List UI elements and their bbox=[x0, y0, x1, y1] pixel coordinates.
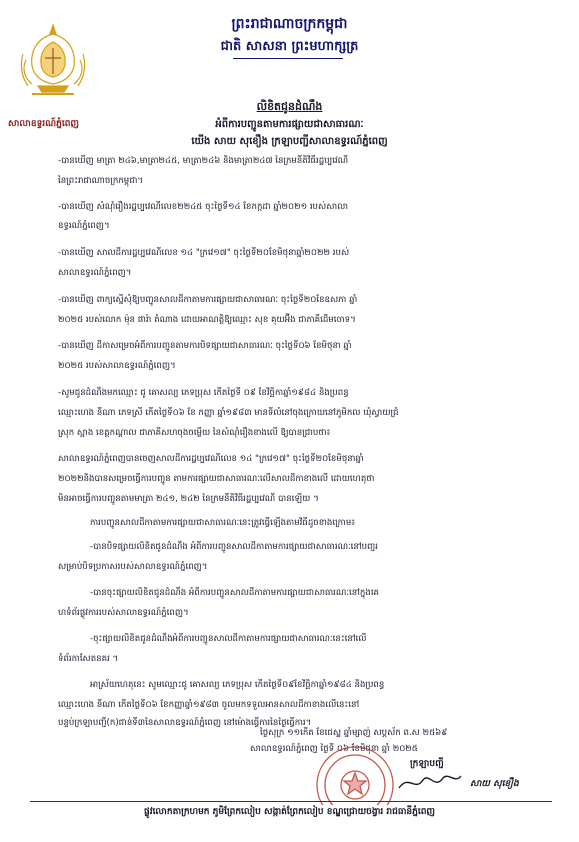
court-name: សាលាឧទ្ធរណ៍ភ្នំពេញ bbox=[8, 119, 79, 129]
body-line: ២០២២និងបានសម្រេចធ្វើការបញ្ជូន តាមការផ្សាយជាសាធារណៈលើសាលដីកាខាងលើ ដោយហេតុថា bbox=[58, 474, 375, 484]
kingdom-title: ព្រះរាជាណាចក្រកម្ពុជា bbox=[231, 16, 348, 32]
body-line: -ចុះផ្សាយលិខិតជូនដំណឹងអំពីការបញ្ជូនសាលដីកាតាមការផ្សាយជាសាធារណៈនេះនៅលើ bbox=[90, 634, 367, 644]
body-line: -បានឃើញ ពាក្យស្នើសុំឱ្យបញ្ជូនសាលដីកាតាមការផ្សាយជាសាធារណៈ ចុះថ្ងៃទី២០ខែឧសភា ឆ្នាំ bbox=[58, 295, 358, 305]
header-divider bbox=[233, 58, 343, 59]
body-line: -បានចុះផ្សាយលិខិតជូនដំណឹង អំពីការបញ្ជូនសាលដីកាតាមការផ្សាយជាសាធារណៈនៅក្នុងគេ bbox=[90, 588, 380, 598]
body-line: សម្រាប់បិទប្រកាសរបស់សាលាឧទ្ធរណ៍ភ្នំពេញ។ bbox=[58, 562, 208, 572]
body-line: ទំព័រកាសែតនគរ ។ bbox=[58, 654, 119, 664]
body-line: ការបញ្ជូនសាលដីកាតាមការផ្សាយជាសាធារណៈនេះត្រូវធ្វើឡើងតាមវិធីដូចខាងក្រោម៖ bbox=[90, 518, 356, 528]
footer-address: ផ្លូវលោកតាក្រហមក ភូមិព្រែកលៀប សង្កាត់ព្រែកលៀប ខណ្ឌជ្រោយចង្វារ រាជធានីភ្នំពេញ bbox=[144, 807, 435, 817]
date-line: សាលាឧទ្ធរណ៍ភ្នំពេញ ថ្ងៃទី ០៦ ខែមិថុនា ឆ្នាំ ២០២៥ bbox=[250, 744, 418, 754]
footer-divider bbox=[30, 801, 552, 802]
body-line: ស្រុក ស្អាង ខេត្តកណ្តាល ជាភាគីសហចុងចម្លើយ នៃសំណុំរឿងខាងលើ ឱ្យបានជ្រាបថា៖ bbox=[58, 428, 331, 438]
body-line: -បានឃើញ ដីកាសម្រេចអំពីការបញ្ជូនតាមការបិទផ្សាយជាសាធារណៈ ចុះថ្ងៃទី០៦ ខែមិថុនា ឆ្នាំ bbox=[58, 341, 352, 351]
clerk-line: យើង សាយ សុខឿង ក្រឡាបញ្ជីសាលាឧទ្ធរណ៍ភ្នំពេញ bbox=[191, 136, 388, 147]
body-line: ហទំព័រផ្លូវការរបស់សាលាឧទ្ធរណ៍ភ្នំពេញ។ bbox=[58, 608, 189, 618]
national-motto: ជាតិ សាសនា ព្រះមហាក្សត្រ bbox=[220, 39, 359, 54]
official-seal-icon bbox=[300, 745, 410, 805]
document-type: លិខិតជូនដំណឹង bbox=[256, 100, 323, 113]
body-line: -បានឃើញ សំណុំរឿងរដ្ឋប្បវេណីលេខ២២៤៥ ចុះថ្ងៃទី១៤ ខែកក្កដា ឆ្នាំ២០២១ របស់សាលា bbox=[58, 202, 349, 212]
body-line: ឈ្មោះហេង នីណា ភេទស្រី កើតថ្ងៃទី០៦ ខែ កញ្ញា ឆ្នាំ១៩៨៣ មានទីលំនៅចុងក្រោយនៅភូមិកល ឃុំស្វាយជ្រំ bbox=[58, 408, 399, 418]
body-line: -សូមជូនដំណឹងមកឈ្មោះ ជូ គោសល្យ ភេទប្រុស កើតថ្ងៃទី ០៩ ខែវិច្ឆិកាឆ្នាំ១៩៨៤ និងប្រពន្ធ bbox=[58, 388, 349, 398]
signature-icon bbox=[395, 770, 465, 794]
signature-role: ក្រឡាបញ្ជី bbox=[410, 759, 444, 769]
body-line: សាលាឧទ្ធរណ៍ភ្នំពេញបានចេញសាលដីការដ្ឋប្បវេណីលេខ ១៤ "ក្រវេ១៧" ចុះថ្ងៃទី២០ខែមិថុនាឆ្នាំ bbox=[58, 454, 364, 464]
body-line: នៃព្រះរាជាណាចក្រកម្ពុជា។ bbox=[58, 176, 144, 186]
body-line: -បានឃើញ មាត្រា ២៤៦,មាត្រា២៤៥, មាត្រា២៤៦ និងមាត្រា២៤៧ នៃក្រមនីតិវិធីរដ្ឋប្បវេណី bbox=[58, 156, 349, 166]
body-line: សាលាឧទ្ធរណ៍ភ្នំពេញ។ bbox=[58, 268, 132, 278]
body-line: ២០២៥ របស់សាលាឧទ្ធរណ៍ភ្នំពេញ។ bbox=[58, 361, 176, 371]
lunar-date-line: ថ្ងៃសុក្រ ១១កើត ខែជេស្ឋ ឆ្នាំម្សាញ់ សប្តស័ក ព.ស ២៥៦៩ bbox=[260, 728, 448, 738]
body-line: -បានឃើញ សាលដីការដ្ឋប្បវេណីលេខ ១៤ "ក្រវេ១៧" ចុះថ្ងៃទី២០ខែមិថុនាឆ្នាំ២០២២ របស់ bbox=[58, 248, 350, 258]
document-subject: អំពីការបញ្ជូនតាមការផ្សាយជាសាធារណៈ bbox=[215, 119, 364, 130]
body-line: មិនអាចធ្វើការបញ្ជូនតាមមាត្រា ២៤១, ២៤២ នៃក្រមនីតិវិធីរដ្ឋប្បវេណី បានឡើយ ។ bbox=[58, 494, 319, 504]
body-line: ២០២៥ របស់លោក ម៉ុន ផារ៉ា តំណាង ដោយអាណត្តិឱ្យឈ្មោះ សុខ គុយអ៊ីង ជាភាគីដើមចោទ។ bbox=[58, 315, 356, 325]
body-line: អាស្រ័យហេតុនេះ សូមឈ្មោះជូ គោសល្យ ភេទប្រុស កើតថ្ងៃទី០៩ខែវិច្ឆិកាឆ្នាំ១៩៨៤ និងប្រពន្ធ bbox=[90, 680, 385, 690]
body-line: បន្ទប់ក្រឡាបញ្ជី(ក)ជាន់ទី៣នៃសាលាឧទ្ធរណ៍ភ្នំពេញ នៅម៉ោងធ្វើការនៃថ្ងៃធ្វើការ។ bbox=[58, 718, 312, 728]
body-line: -បានបិទផ្សាយលិខិតជូនដំណឹង អំពីការបញ្ជូនសាលដីកាតាមការផ្សាយជាសាធារណៈនៅបញ្ជរ bbox=[90, 542, 378, 552]
signature-name: សាយ សុខឿង bbox=[470, 779, 519, 789]
body-line: ឧទ្ធរណ៍ភ្នំពេញ។ bbox=[58, 221, 110, 231]
body-line: ឈ្មោះហេង នីណា កើតថ្ងៃទី០៦ ខែកញ្ញាឆ្នាំ១៩៨៣ ចូលមកទទួលអានសាលដីកាខាងលើនេះនៅ bbox=[58, 700, 360, 710]
